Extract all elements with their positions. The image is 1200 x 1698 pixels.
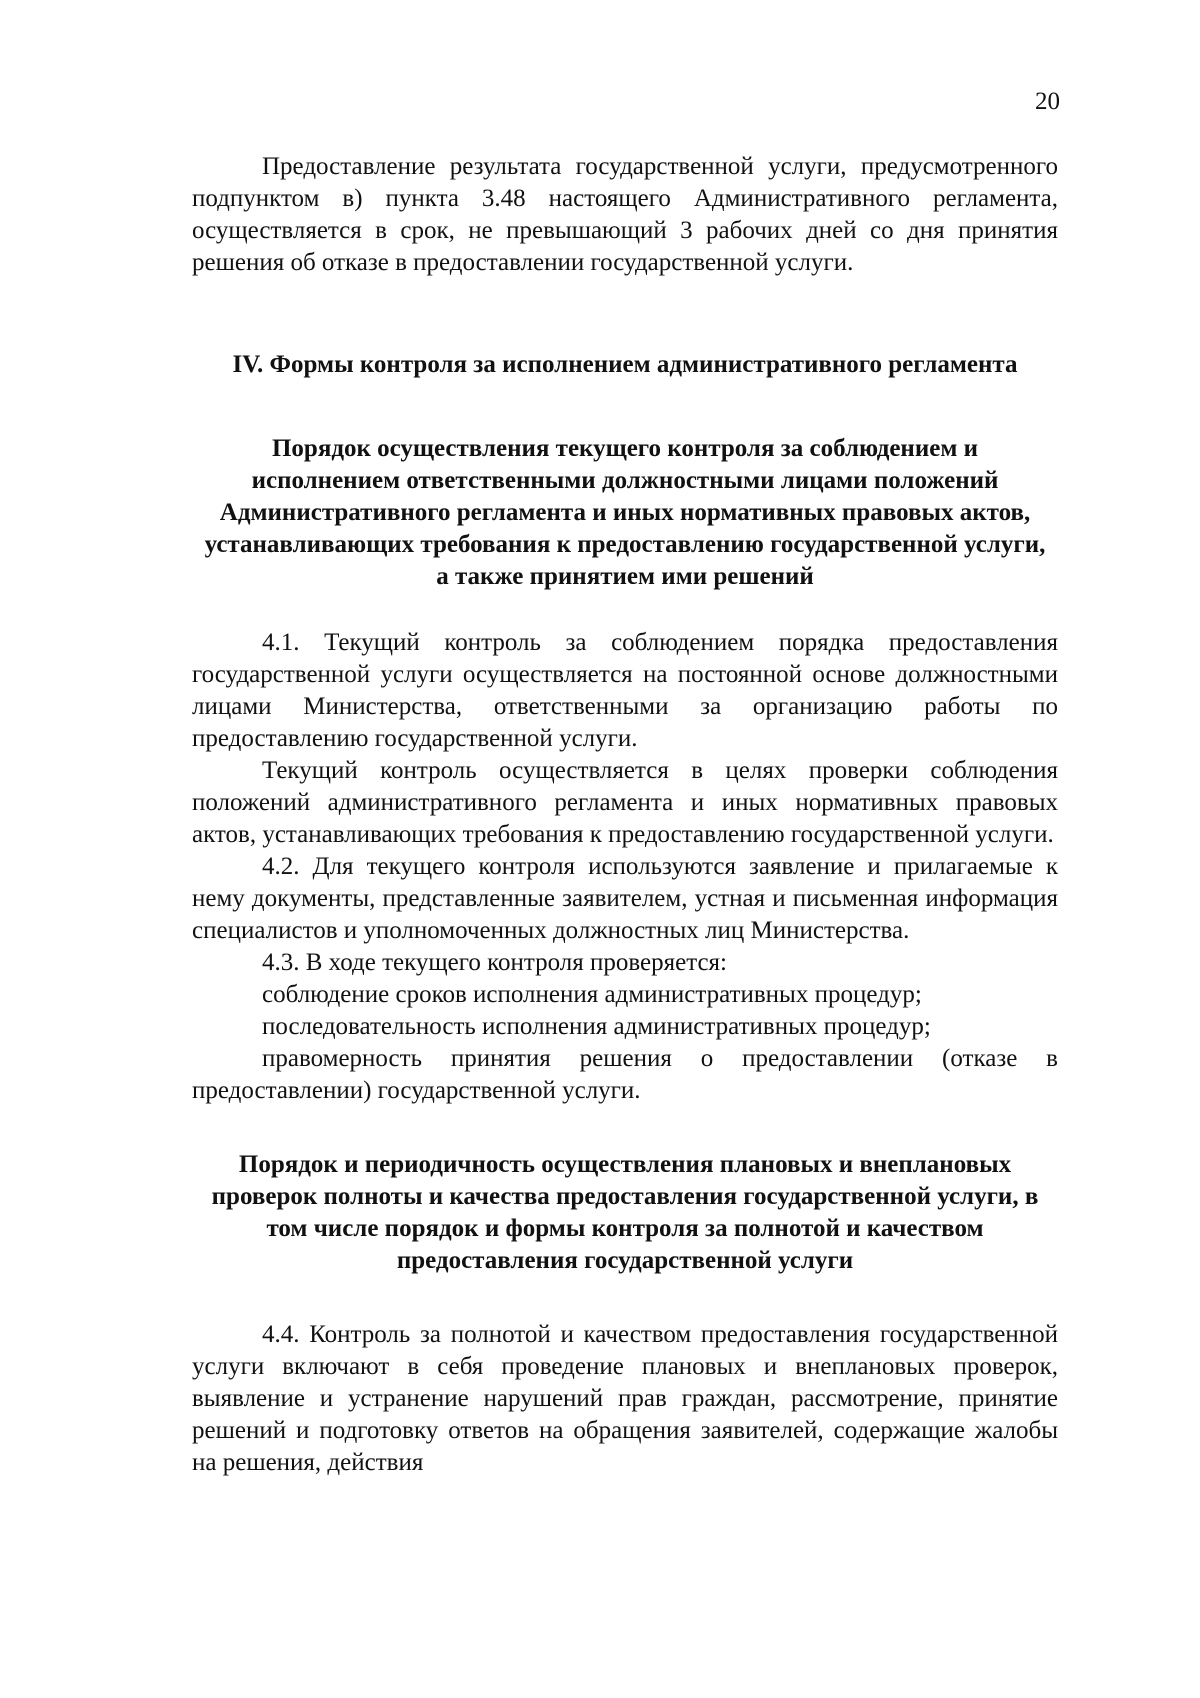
page-number: 20 xyxy=(1035,88,1060,115)
list-item-sequence: последовательность исполнения административных процедур; xyxy=(262,1013,931,1040)
section-title: IV. Формы контроля за исполнением административного регламента xyxy=(232,351,1018,378)
paragraph-result-delivery: Предоставление результата государственной услуги, предусмотренного подпунктом в) пункта 3.48 настоящего Административного регламента, осуществляется в срок, не превышающий 3 рабочих дней со дня принятия решения об отказе в предоставлении государственной услуги. xyxy=(192,153,1058,276)
paragraph-4-1: 4.1. Текущий контроль за соблюдением порядка предоставления государственной услуги осуществляется на постоянной основе должностными лицами Министерства, ответственными за организацию работы по предоставлению государственной услуги. xyxy=(192,629,1058,752)
list-item-lawfulness: правомерность принятия решения о предоставлении (отказе в предоставлении) государственной услуги. xyxy=(192,1045,1058,1104)
list-item-deadlines: соблюдение сроков исполнения административных процедур; xyxy=(262,981,922,1008)
paragraph-4-3: 4.3. В ходе текущего контроля проверяется: xyxy=(262,949,727,976)
subsection-title-inspections: Порядок и периодичность осуществления плановых и внеплановых проверок полноты и качества предоставления государственной услуги, в том числе порядок и формы контроля за полнотой и качеством предоставления государственной услуги xyxy=(211,1151,1039,1274)
page-content xyxy=(192,151,1058,1479)
paragraph-4-4: 4.4. Контроль за полнотой и качеством предоставления государственной услуги включают в себя проведение плановых и внеплановых проверок, выявление и устранение нарушений прав граждан, рассмотрение, принятие решений и подготовку ответов на обращения заявителей, содержащие жалобы на решения, действия xyxy=(192,1321,1058,1476)
paragraph-4-1-purpose: Текущий контроль осуществляется в целях проверки соблюдения положений административного регламента и иных нормативных правовых актов, устанавливающих требования к предоставлению государственной услуги. xyxy=(192,757,1058,848)
paragraph-4-2: 4.2. Для текущего контроля используются заявление и прилагаемые к нему документы, представленные заявителем, устная и письменная информация специалистов и уполномоченных должностных лиц Министерства. xyxy=(192,853,1058,944)
subsection-title-current-control: Порядок осуществления текущего контроля за соблюдением и исполнением ответственными должностными лицами положений Административного регламента и иных нормативных правовых актов, устанавливающих требования к предоставлению государственной услуги, а также принятием ими решений xyxy=(204,435,1046,590)
